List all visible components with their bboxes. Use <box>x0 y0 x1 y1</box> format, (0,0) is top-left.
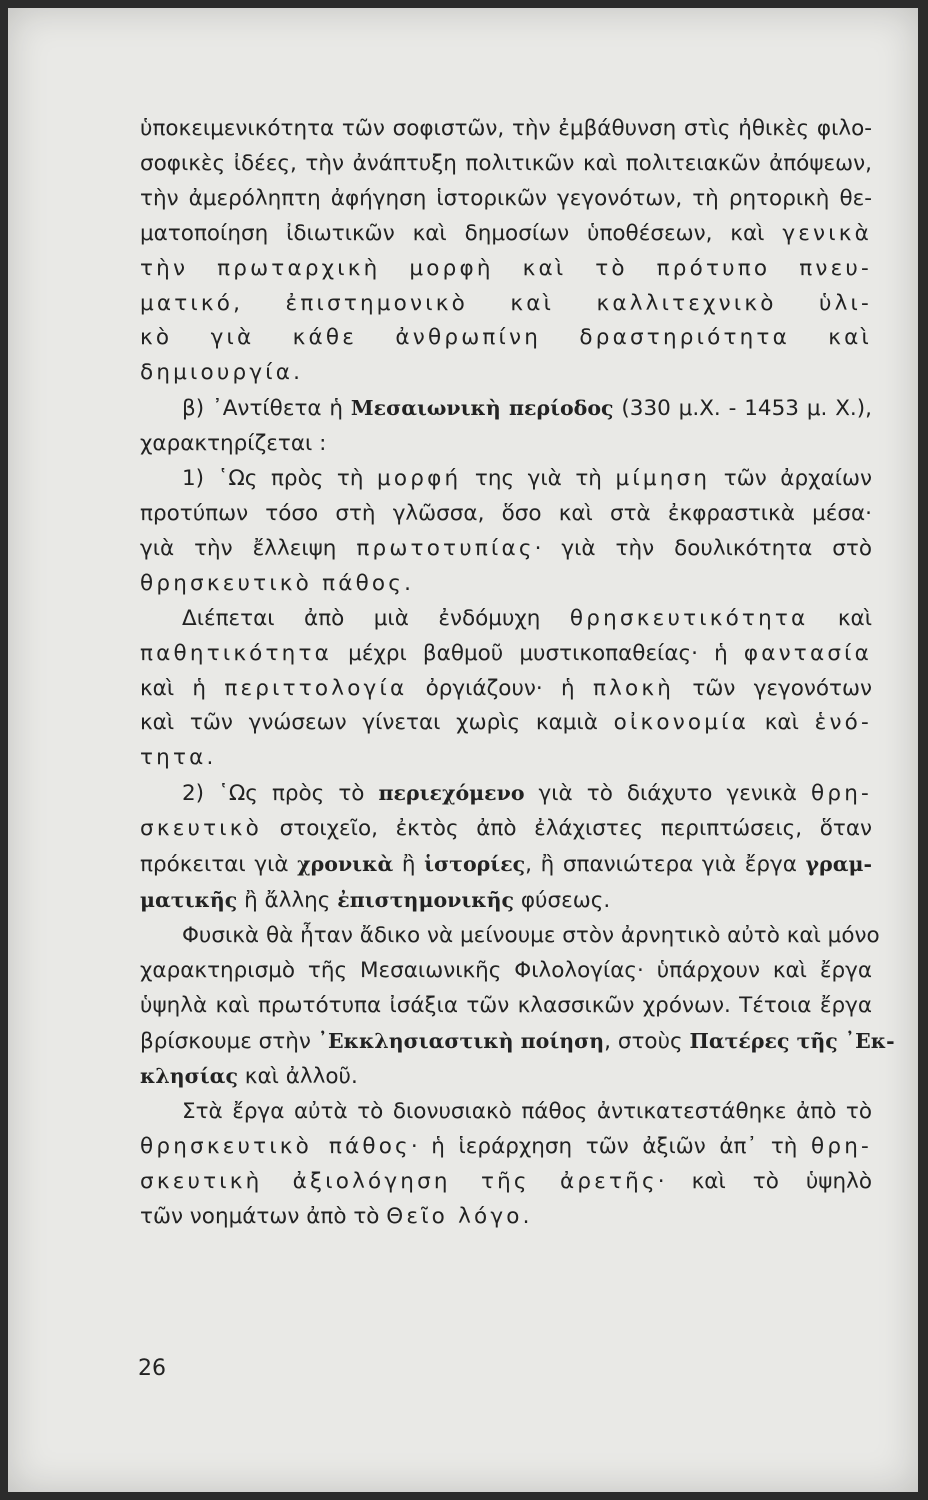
text-line: σοφικὲς ἰδέες, τὴν ἀνάπτυξη πολιτικῶν καὶ πολιτειακῶν ἀπόψεων, <box>140 150 872 176</box>
text-line: Διέπεται ἀπὸ μιὰ ἐνδόμυχη θρησκευτικότητα καὶ <box>182 605 872 631</box>
text-line: ὑποκειμενικότητα τῶν σοφιστῶν, τὴν ἐμβάθυνση στὶς ἠθικὲς φιλο- <box>140 116 872 141</box>
text-line: κλησίας καὶ ἀλλοῦ. <box>140 1064 358 1090</box>
bold-term: ἐπιστημονικῆς <box>337 887 515 912</box>
text-line: σκευτικὸ στοιχεῖο, ἐκτὸς ἀπὸ ἐλάχιστες περιπτώσεις, ὅταν <box>140 816 872 842</box>
text-line: σκευτικὴ ἀξιολόγηση τῆς ἀρετῆς· καὶ τὸ ὑψηλὸ <box>140 1169 872 1195</box>
text-line: ματοποίηση ἰδιωτικῶν καὶ δημοσίων ὑποθέσεων, καὶ γενικὰ <box>140 220 872 246</box>
text-line: προτύπων τόσο στὴ γλῶσσα, ὅσο καὶ στὰ ἐκφραστικὰ μέσα· <box>140 500 872 526</box>
text-line: χαρακτηρισμὸ τῆς Μεσαιωνικῆς Φιλολογίας· ὑπάρχουν καὶ ἔργα <box>140 957 872 983</box>
bold-term: γραμ- <box>805 852 873 877</box>
bold-term: Μεσαιωνικὴ περίοδος <box>350 396 614 421</box>
text-line: τητα. <box>140 745 217 771</box>
text-line: γιὰ τὴν ἔλλειψη πρωτοτυπίας· γιὰ τὴν δουλικότητα στὸ <box>140 535 872 561</box>
text-line: κὸ γιὰ κάθε ἀνθρωπίνη δραστηριότητα καὶ <box>140 325 872 351</box>
bold-term: χρονικὰ <box>297 852 394 877</box>
text-line: 1) ῾Ως πρὸς τὴ μορφή της γιὰ τὴ μίμηση τῶν ἀρχαίων <box>182 466 872 492</box>
page-number: 26 <box>138 1356 166 1381</box>
text-line: καὶ ἡ περιττολογία ὀργιάζουν· ἡ πλοκὴ τῶν γεγονότων <box>140 675 872 701</box>
text-line: πρόκειται γιὰ χρονικὰ ἢ ἱστορίες, ἢ σπανιώτερα γιὰ ἔργα γραμ- <box>140 852 873 878</box>
text-line: ὑψηλὰ καὶ πρωτότυπα ἰσάξια τῶν κλασσικῶν χρόνων. Τέτοια ἔργα <box>140 992 872 1018</box>
text-line: ματικό, ἐπιστημονικὸ καὶ καλλιτεχνικὸ ὑλι- <box>140 290 872 316</box>
text-line: δημιουργία. <box>140 360 304 386</box>
text-line: 2) ῾Ως πρὸς τὸ περιεχόμενο γιὰ τὸ διάχυτο γενικὰ θρη- <box>182 781 872 807</box>
text-line: καὶ τῶν γνώσεων γίνεται χωρὶς καμιὰ οἰκονομία καὶ ἑνό- <box>140 710 872 736</box>
text-line: τὴν ἀμερόληπτη ἀφήγηση ἱστορικῶν γεγονότων, τὴ ρητορικὴ θε- <box>140 185 872 211</box>
text-line: Στὰ ἔργα αὐτὰ τὸ διονυσιακὸ πάθος ἀντικατεστάθηκε ἀπὸ τὸ <box>182 1099 872 1125</box>
text-line: χαρακτηρίζεται : <box>140 431 327 457</box>
body-text <box>140 112 895 1235</box>
bold-term: περιεχόμενο <box>378 781 525 806</box>
bold-term: ἱστορίες <box>424 852 526 877</box>
bold-term: Πατέρες τῆς ᾿Εκ- <box>689 1028 895 1053</box>
text-line: Φυσικὰ θὰ ἦταν ἄδικο νὰ μείνουμε στὸν ἀρνητικὸ αὐτὸ καὶ μόνο <box>182 922 880 948</box>
text-line: θρησκευτικὸ πάθος· ἡ ἱεράρχηση τῶν ἀξιῶν ἀπ᾿ τὴ θρη- <box>140 1134 873 1160</box>
text-line: β) ᾿Αντίθετα ἡ Μεσαιωνικὴ περίοδος (330 μ.Χ. - 1453 μ. Χ.), <box>182 396 872 422</box>
bold-term: ματικῆς <box>140 887 238 912</box>
book-page <box>8 8 918 1492</box>
text-line: βρίσκουμε στὴν ᾿Εκκλησιαστικὴ ποίηση, στοὺς Πατέρες τῆς ᾿Εκ- <box>140 1028 895 1054</box>
text-line: θρησκευτικὸ πάθος. <box>140 570 415 596</box>
text-line: ματικῆς ἢ ἄλλης ἐπιστημονικῆς φύσεως. <box>140 887 611 913</box>
bold-term: κλησίας <box>140 1064 238 1089</box>
text-line: τῶν νοημάτων ἀπὸ τὸ Θεῖο λόγο. <box>140 1204 530 1230</box>
text-line: παθητικότητα μέχρι βαθμοῦ μυστικοπαθείας· ἡ φαντασία <box>140 640 872 666</box>
bold-term: ᾿Εκκλησιαστικὴ ποίηση <box>317 1028 605 1053</box>
text-line: τὴν πρωταρχικὴ μορφὴ καὶ τὸ πρότυπο πνευ- <box>140 255 872 281</box>
